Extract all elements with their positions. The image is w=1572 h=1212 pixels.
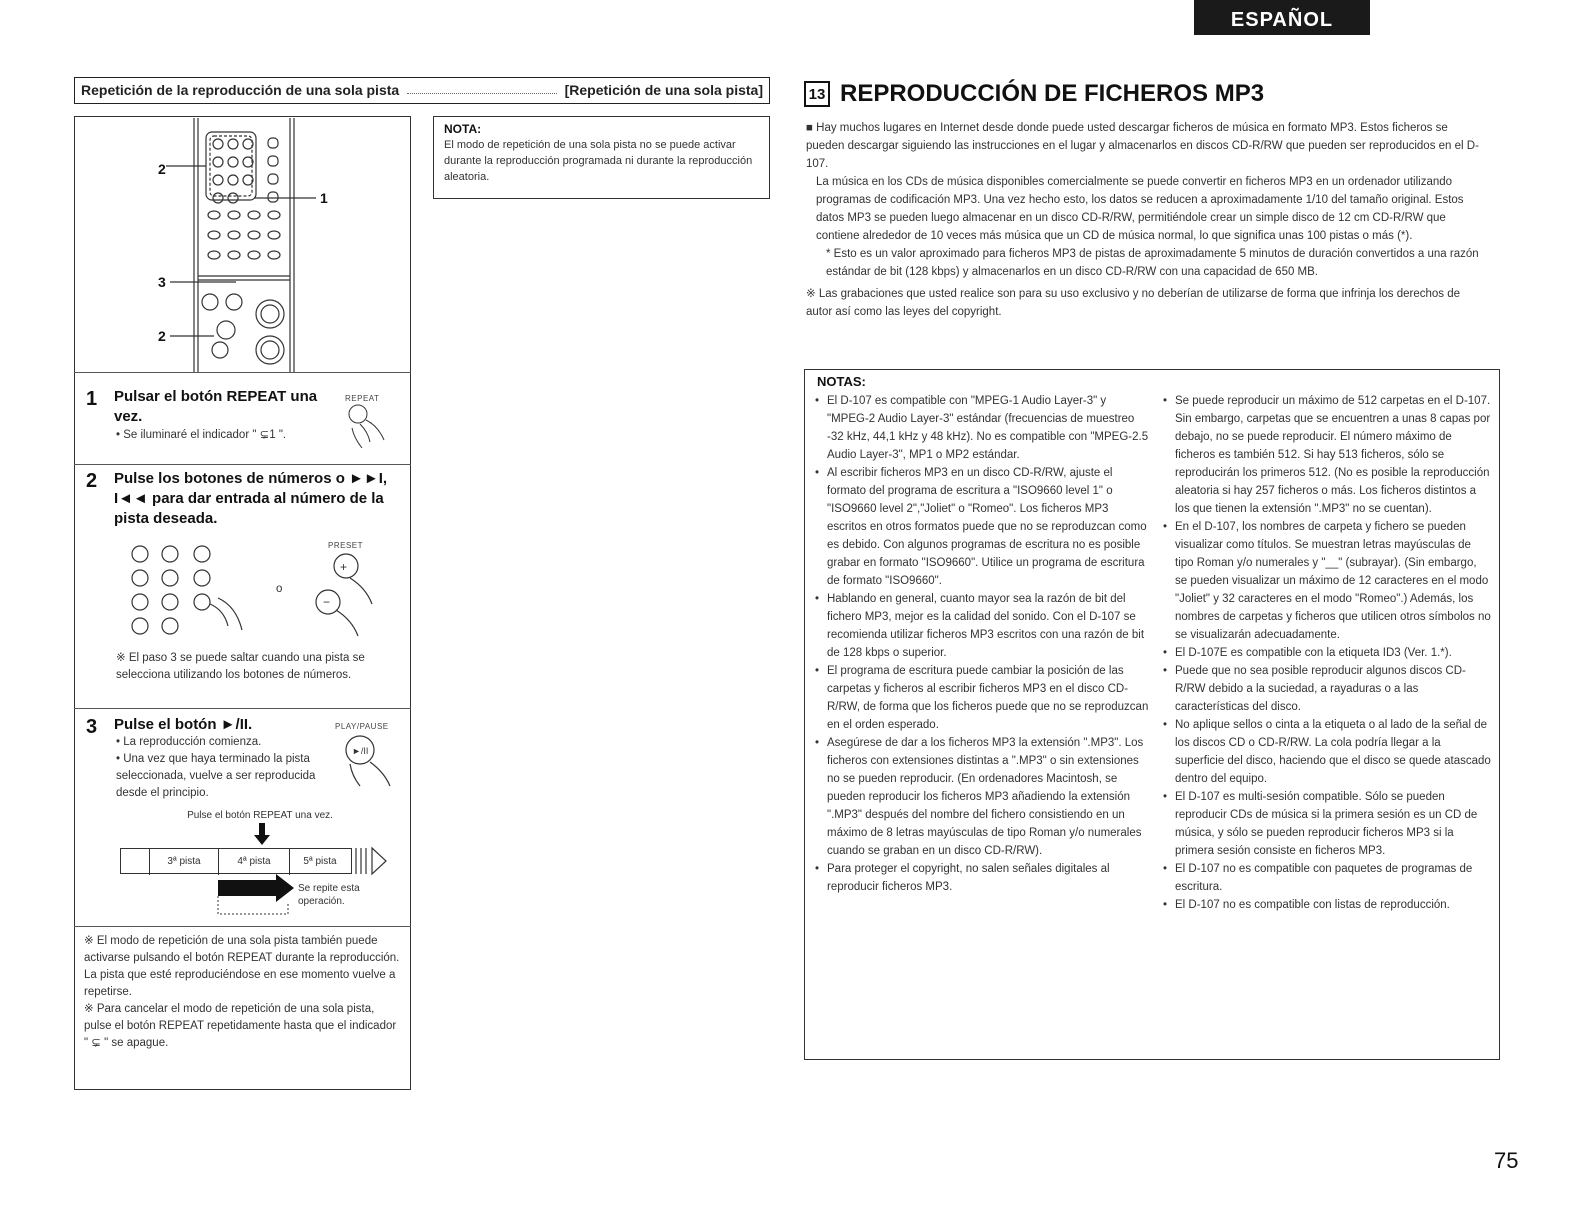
intro-footnote: * Esto es un valor aproximado para ficheros MP3 de pistas de aproximadamente 5 minutos de duración convertidos a una razón estándar de bit (128 kbps) y almacenarlos en un disco CD-R/RW con una capacidad de 650 MB. bbox=[826, 248, 1479, 278]
notas-item: • Para proteger el copyright, no salen señales digitales al reproducir ficheros MP3. bbox=[815, 860, 1151, 896]
divider bbox=[74, 708, 411, 709]
sequence-caption: Pulse el botón REPEAT una vez. bbox=[187, 810, 333, 821]
repeat-button-label: REPEAT bbox=[345, 394, 380, 403]
sequence-blank-cell bbox=[121, 849, 150, 875]
svg-text:−: − bbox=[323, 595, 331, 609]
section-number: 13 bbox=[804, 81, 830, 107]
diagram-label-1: 1 bbox=[320, 190, 328, 206]
notas-item: • En el D-107, los nombres de carpeta y fichero se pueden visualizar como títulos. Se muestran letras mayúsculas de tipo Roman y/o numerales y "__" (subrayar). (Sin embargo, se pueden visualizar un máximo de 12 caracteres en el modo "Joliet" y 32 caracteres en el modo "Romeo".) Además, los nombres de carpetas y ficheros que utilicen otros símbolos no se visualizarán adecuadamente. bbox=[1163, 518, 1491, 644]
mp3-intro bbox=[806, 119, 1486, 321]
notas-item: • Puede que no sea posible reproducir algunos discos CD-R/RW debido a la suciedad, a rayaduras o a las características del disco. bbox=[1163, 662, 1491, 716]
section-title bbox=[804, 80, 1264, 108]
preset-label: PRESET bbox=[328, 541, 364, 550]
step-3-bullets bbox=[116, 734, 326, 802]
step-1-title-line-b: vez. bbox=[114, 408, 143, 425]
svg-text:+: + bbox=[340, 560, 348, 574]
nota-box bbox=[433, 116, 770, 199]
hand-pressing-button-icon bbox=[340, 402, 400, 450]
down-arrow-icon bbox=[254, 823, 270, 845]
notas-item: • Asegúrese de dar a los ficheros MP3 la extensión ".MP3". Los ficheros con extensiones distintas a ".MP3" o sin extensiones no se pueden reproducir. (En ordenadores Macintosh, se pueden reproducir los ficheros MP3 añadiendo la extensión ".MP3" después del nombre del fichero consistiendo en un máximo de 8 letras mayúsculas de tipo Roman y/o numerales cuando se graban en un disco CD-R/RW). bbox=[815, 734, 1151, 860]
notas-column-2 bbox=[1163, 392, 1491, 914]
step-3-bullet-1: • La reproducción comienza. bbox=[116, 736, 262, 748]
step-3-title: Pulse el botón ►/II. bbox=[114, 716, 253, 733]
number-keypad-icon bbox=[128, 540, 258, 640]
step-1-number: 1 bbox=[86, 388, 98, 410]
step-2-number: 2 bbox=[86, 470, 98, 492]
page-number: 75 bbox=[1494, 1148, 1519, 1173]
step-3-number: 3 bbox=[86, 716, 98, 738]
left-section-header bbox=[74, 77, 770, 104]
left-header-title: Repetición de la reproducción de una sola pista bbox=[81, 82, 400, 98]
step-1-bullet: • Se iluminaré el indicador " ⊊1 ". bbox=[116, 429, 287, 441]
notas-item: • El D-107 no es compatible con paquetes de programas de escritura. bbox=[1163, 860, 1491, 896]
nota-text: El modo de repetición de una sola pista no se puede activar durante la reproducción programada ni durante la reproducción aleatoria. bbox=[444, 139, 753, 183]
step-2-note: ※ El paso 3 se puede saltar cuando una pista se selecciona utilizando los botones de números. bbox=[116, 652, 365, 681]
left-header-mode: [Repetición de una sola pista] bbox=[564, 82, 763, 98]
leader-dots bbox=[407, 78, 556, 94]
intro-copyright-note: ※ Las grabaciones que usted realice son para su uso exclusivo y no deberían de utilizarse de forma que infrinja los derechos de autor así como las leyes del copyright. bbox=[806, 288, 1461, 318]
notas-item: • El D-107 no es compatible con listas de reproducción. bbox=[1163, 896, 1491, 914]
diagram-label-2b: 2 bbox=[158, 328, 166, 344]
notas-item: • Al escribir ficheros MP3 en un disco CD-R/RW, ajuste el formato del programa de escritura a "ISO9660 level 1" o "ISO9660 level 2","Joliet" o "Romeo". Los ficheros MP3 escritos en otros formatos puede que no se reproduzcan como es debido. Con algunos programas de escritura no es posible grabar en formato "ISO9660". Utilice un programa de escritura de formato "ISO9660". bbox=[815, 464, 1151, 590]
sequence-cell: 3ª pista bbox=[150, 849, 219, 875]
sequence-cell: 5ª pista bbox=[303, 856, 337, 867]
step-1-title bbox=[114, 387, 334, 427]
diagram-label-3: 3 bbox=[158, 274, 166, 290]
footer-note: ※ El modo de repetición de una sola pista también puede activarse pulsando el botón REPEAT durante la reproducción. La pista que esté reproduciéndose en ese momento vuelve a repetirse. bbox=[84, 935, 400, 998]
intro-paragraph-2: La música en los CDs de música disponibles comercialmente se puede convertir en ficheros MP3 en un ordenador utilizando programas de codificación MP3. Una vez hecho esto, los datos se reducen a aproximadamente 1/10 del tamaño original. Estos datos MP3 se pueden luego almacenar en un disco CD-R/RW, permitiéndole crear un simple disco de 12 cm CD-R/RW que contiene alrededor de 10 veces más música que un CD de música normal, lo que significa unas 100 pistas o más (*). bbox=[816, 176, 1464, 242]
divider bbox=[74, 926, 411, 927]
repeat-note: Se repite esta operación. bbox=[298, 883, 360, 907]
section-title-text: REPRODUCCIÓN DE FICHEROS MP3 bbox=[840, 80, 1265, 107]
intro-paragraph-1: ■ Hay muchos lugares en Internet desde donde puede usted descargar ficheros de música en formato MP3. Estos ficheros se pueden descargar siguiendo las instrucciones en el lugar y almacenarlos en discos CD-R/RW que pueden ser reproducidos en el D-107. bbox=[806, 122, 1479, 170]
remote-control-illustration bbox=[150, 118, 350, 372]
diagram-label-2a: 2 bbox=[158, 161, 166, 177]
nota-title: NOTA: bbox=[444, 122, 482, 136]
track-sequence bbox=[120, 848, 352, 874]
sequence-cell: 4ª pista bbox=[219, 849, 290, 875]
notas-item: • Hablando en general, cuanto mayor sea la razón de bit del fichero MP3, mejor es la calidad del sonido. Con el D-107 se recomienda utilizar ficheros MP3 escritos con una razón de bit de 128 kbps o superior. bbox=[815, 590, 1151, 662]
notas-item: • El D-107 es compatible con "MPEG-1 Audio Layer-3" y "MPEG-2 Audio Layer-3" estándar (frecuencias de muestreo -32 kHz, 44,1 kHz y 48 kHz). No es compatible con "MPEG-2.5 Audio Layer-3", MP1 o MP2 estándar. bbox=[815, 392, 1151, 464]
footer-note: ※ Para cancelar el modo de repetición de una sola pista, pulse el botón REPEAT repetidamente hasta que el indicador " ⊊ " se apague. bbox=[84, 1003, 397, 1049]
step-3-bullet-2: • Una vez que haya terminado la pista seleccionada, vuelve a ser reproducida desde el principio. bbox=[116, 753, 316, 799]
left-footer-notes bbox=[84, 933, 402, 1052]
svg-text:►/II: ►/II bbox=[352, 746, 369, 756]
notas-item: • El D-107 es multi-sesión compatible. Sólo se pueden reproducir CDs de música si la primera sesión es un CD de música, y sólo se pueden reproducir ficheros MP3 si la primera sesión consiste en ficheros MP3. bbox=[1163, 788, 1491, 860]
step-1-title-line-a: Pulsar el botón REPEAT una bbox=[114, 388, 318, 405]
or-text: o bbox=[276, 583, 283, 595]
play-pause-hand-icon bbox=[330, 732, 400, 788]
play-pause-label: PLAY/PAUSE bbox=[335, 722, 389, 731]
repeat-arrow-icon bbox=[216, 874, 296, 916]
notas-item: • El programa de escritura puede cambiar la posición de las carpetas y ficheros al escribir ficheros MP3 en el disco CD-R/RW, de forma que los ficheros puede que no se reproduzcan en el orden esperado. bbox=[815, 662, 1151, 734]
notas-item: • No aplique sellos o cinta a la etiqueta o al lado de la señal de los discos CD o CD-R/RW. La cola podría llegar a la superficie del disco, haciendo que el disco se quede atascado dentro del equipo. bbox=[1163, 716, 1491, 788]
language-tab: ESPAÑOL bbox=[1194, 0, 1370, 35]
skip-buttons-hand-icon bbox=[306, 550, 386, 640]
divider bbox=[74, 372, 411, 373]
notas-title: NOTAS: bbox=[817, 374, 866, 389]
step-2-title: Pulse los botones de números o ►►I, I◄◄ para dar entrada al número de la pista deseada. bbox=[114, 470, 388, 527]
divider bbox=[74, 464, 411, 465]
notas-item: • El D-107E es compatible con la etiqueta ID3 (Ver. 1.*). bbox=[1163, 644, 1491, 662]
notas-item: • Se puede reproducir un máximo de 512 carpetas en el D-107. Sin embargo, carpetas que se encuentren a unas 8 capas por debajo, no se puede reproducir. El número máximo de ficheros es también 512. Si hay 513 ficheros, sólo se reproducirán los primeros 512. (No es posible la reproducción aleatoria si hay 257 ficheros o más. Los ficheros distintos a los que tienen la extensión ".MP3" no se cuentan). bbox=[1163, 392, 1491, 518]
notas-column-1 bbox=[815, 392, 1151, 896]
notas-box bbox=[804, 369, 1500, 1060]
continue-arrow-icon bbox=[352, 846, 400, 876]
